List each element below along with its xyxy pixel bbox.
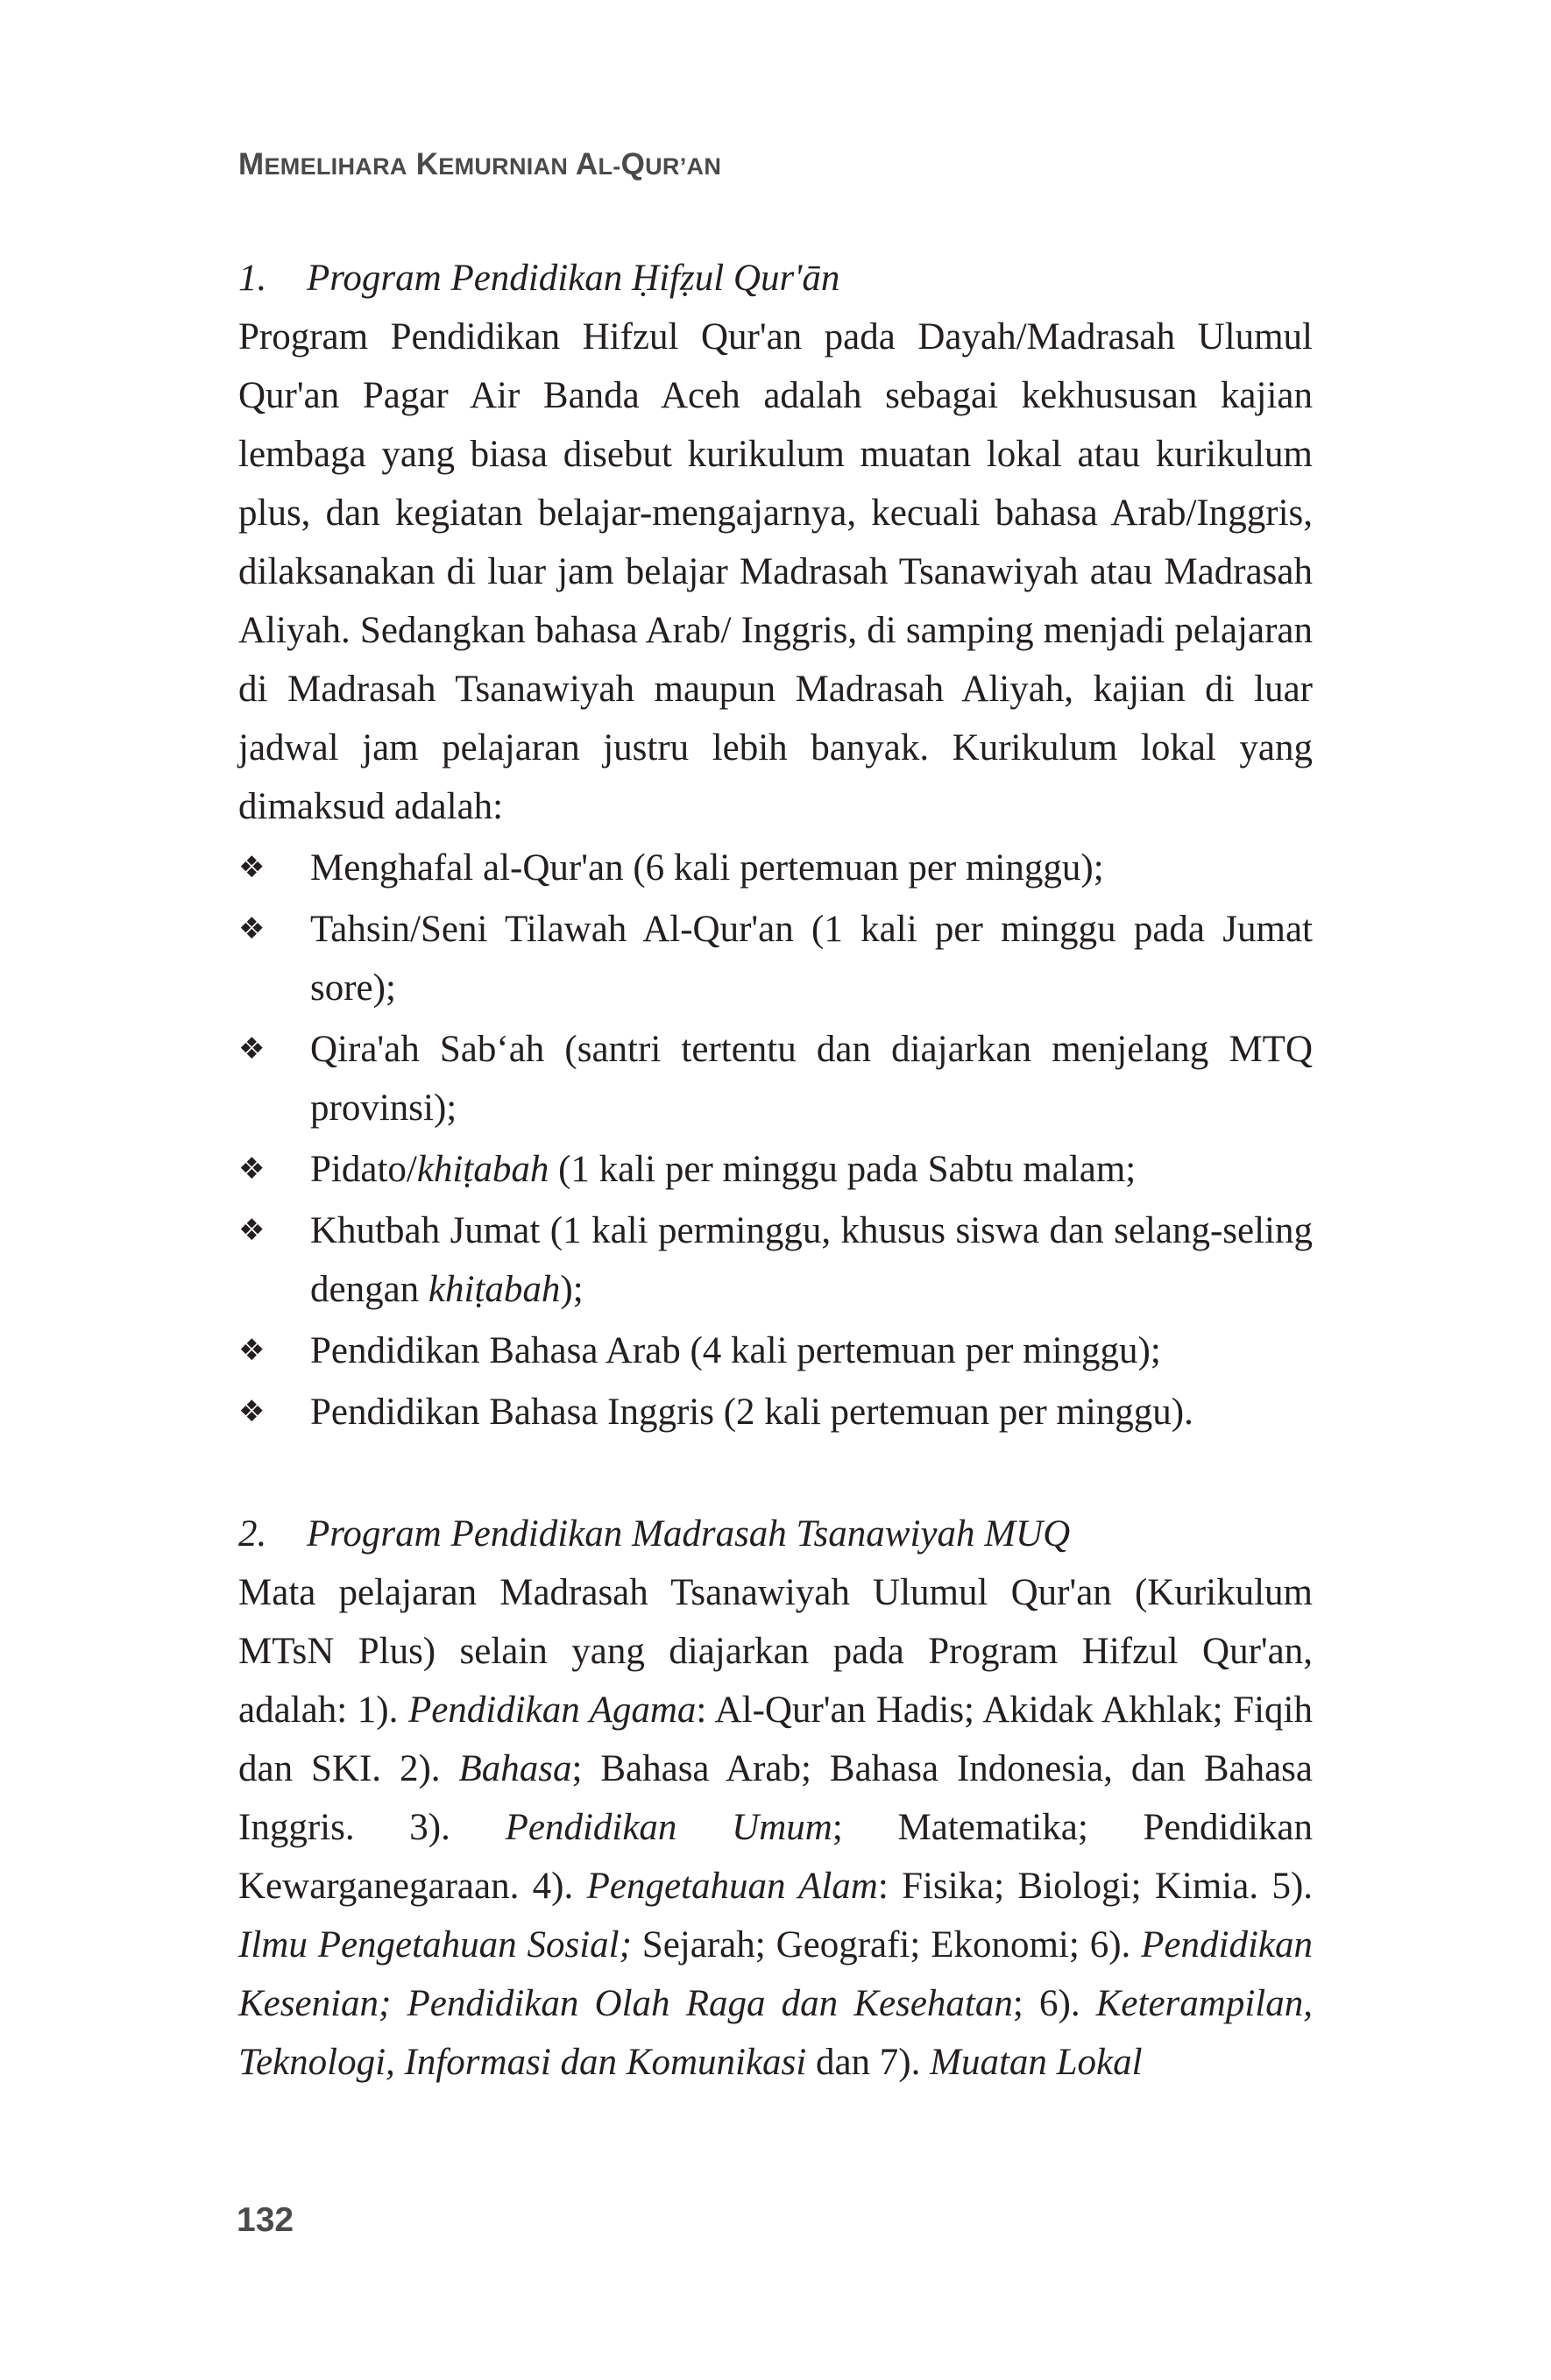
bullet-text: Pidato/: [310, 1149, 417, 1190]
bullet-text: Pendidikan Bahasa Arab (4 kali pertemuan per minggu);: [310, 1330, 1161, 1371]
section-2-paragraph: [238, 1563, 1313, 2092]
subject-category: Pendidikan Kesenian; Pendidikan Olah Raga dan Kesehatan: [238, 1924, 1313, 2024]
bullet-text: Tahsin/Seni Tilawah Al-Qur'an (1 kali per minggu pada Jumat sore);: [310, 909, 1313, 1009]
bullet-italic-term: khiṭabah: [416, 1149, 549, 1190]
section-2-title: [238, 1505, 1313, 1563]
running-head-word: AL-QUR’AN: [575, 147, 722, 181]
bullet-text: Pendidikan Bahasa Inggris (2 kali pertemuan per minggu).: [310, 1392, 1193, 1433]
bullet-item: [238, 1201, 1313, 1319]
subject-category: Bahasa: [458, 1748, 572, 1789]
page-body: [238, 249, 1313, 2092]
bullet-text: Menghafal al-Qur'an (6 kali pertemuan per minggu);: [310, 847, 1104, 889]
bullet-text: Khutbah Jumat (1 kali perminggu, khusus siswa dan selang-seling dengan: [310, 1210, 1313, 1310]
page-number: 132: [237, 2201, 294, 2239]
diamond-bullet-icon: ❖: [238, 850, 266, 885]
diamond-bullet-icon: ❖: [238, 1213, 266, 1248]
running-head-word: KEMURNIAN: [415, 147, 569, 181]
bullet-text: (1 kali per minggu pada Sabtu malam;: [549, 1149, 1137, 1190]
subject-category: Ilmu Pengetahuan Sosial;: [238, 1924, 632, 1966]
paragraph-text: Mata pelajaran Madrasah Tsanawiyah Ulumul Qur'an (Kurikulum MTsN Plus) selain yang diajarkan pada Program Hifzul Qur'an, adalah: 1).: [238, 1572, 1313, 1731]
diamond-bullet-icon: ❖: [238, 1394, 266, 1429]
subject-category: Pendidikan Agama: [407, 1689, 697, 1731]
subject-category: Pendidikan Umum: [505, 1807, 832, 1848]
diamond-bullet-icon: ❖: [238, 1031, 266, 1066]
paragraph-text: dan 7).: [806, 2042, 931, 2083]
section-1-title: [238, 249, 1313, 308]
subject-category: Pengetahuan Alam: [586, 1866, 878, 1907]
running-head-word: MEMELIHARA: [238, 147, 407, 181]
bullet-item: [238, 839, 1313, 897]
section-2-title-text: Program Pendidikan Madrasah Tsanawiyah MUQ: [307, 1513, 1071, 1555]
paragraph-text: : Al-Qur'an Hadis; Akidak Akhlak; Fiqih dan SKI. 2).: [238, 1689, 1313, 1789]
bullet-item: [238, 1140, 1313, 1199]
section-2-number: 2.: [238, 1513, 267, 1555]
diamond-bullet-icon: ❖: [238, 1333, 266, 1368]
bullet-item: [238, 1020, 1313, 1137]
bullet-text: );: [560, 1269, 584, 1310]
section-gap: [238, 1441, 1313, 1505]
bullet-italic-term: khiṭabah: [428, 1269, 561, 1310]
bullet-text: Qira'ah Sab‘ah (santri tertentu dan diajarkan menjelang MTQ provinsi);: [310, 1029, 1313, 1129]
section-1-paragraph: Program Pendidikan Hifzul Qur'an pada Dayah/Madrasah Ulumul Qur'an Pagar Air Banda Aceh adalah sebagai kekhususan kajian lembaga yang biasa disebut kurikulum muatan lokal atau kurikulum plus, dan kegiatan belajar-mengajarnya, kecuali bahasa Arab/Inggris, dilaksanakan di luar jam belajar Madrasah Tsanawiyah atau Madrasah Aliyah. Sedangkan bahasa Arab/ Inggris, di samping menjadi pelajaran di Madrasah Tsanawiyah maupun Madrasah Aliyah, kajian di luar jadwal jam pelajaran justru lebih banyak. Kurikulum lokal yang dimaksud adalah:: [238, 316, 1313, 827]
paragraph-text: : Fisika; Biologi; Kimia. 5).: [877, 1866, 1314, 1907]
paragraph-text: ; Bahasa Arab; Bahasa Indonesia, dan Bahasa Inggris. 3).: [238, 1748, 1313, 1848]
paragraph-text: Sejarah; Geografi; Ekonomi; 6).: [631, 1924, 1142, 1966]
subject-category: Keterampilan, Teknologi, Informasi dan Komunikasi: [238, 1983, 1313, 2083]
paragraph-text: ; 6).: [1012, 1983, 1096, 2024]
paragraph-text: ; Matematika; Pendidikan Kewarganegaraan. 4).: [238, 1807, 1313, 1907]
bullet-item: [238, 1321, 1313, 1380]
bullet-item: [238, 900, 1313, 1017]
running-head: [238, 147, 721, 184]
section-1-number: 1.: [238, 258, 267, 299]
diamond-bullet-icon: ❖: [238, 1151, 266, 1186]
subject-category: Muatan Lokal: [930, 2042, 1143, 2083]
diamond-bullet-icon: ❖: [238, 911, 266, 946]
bullet-item: [238, 1383, 1313, 1441]
section-1-bullet-list: [238, 839, 1313, 1441]
section-1-title-text: Program Pendidikan Ḥifẓul Qur'ān: [307, 258, 840, 299]
